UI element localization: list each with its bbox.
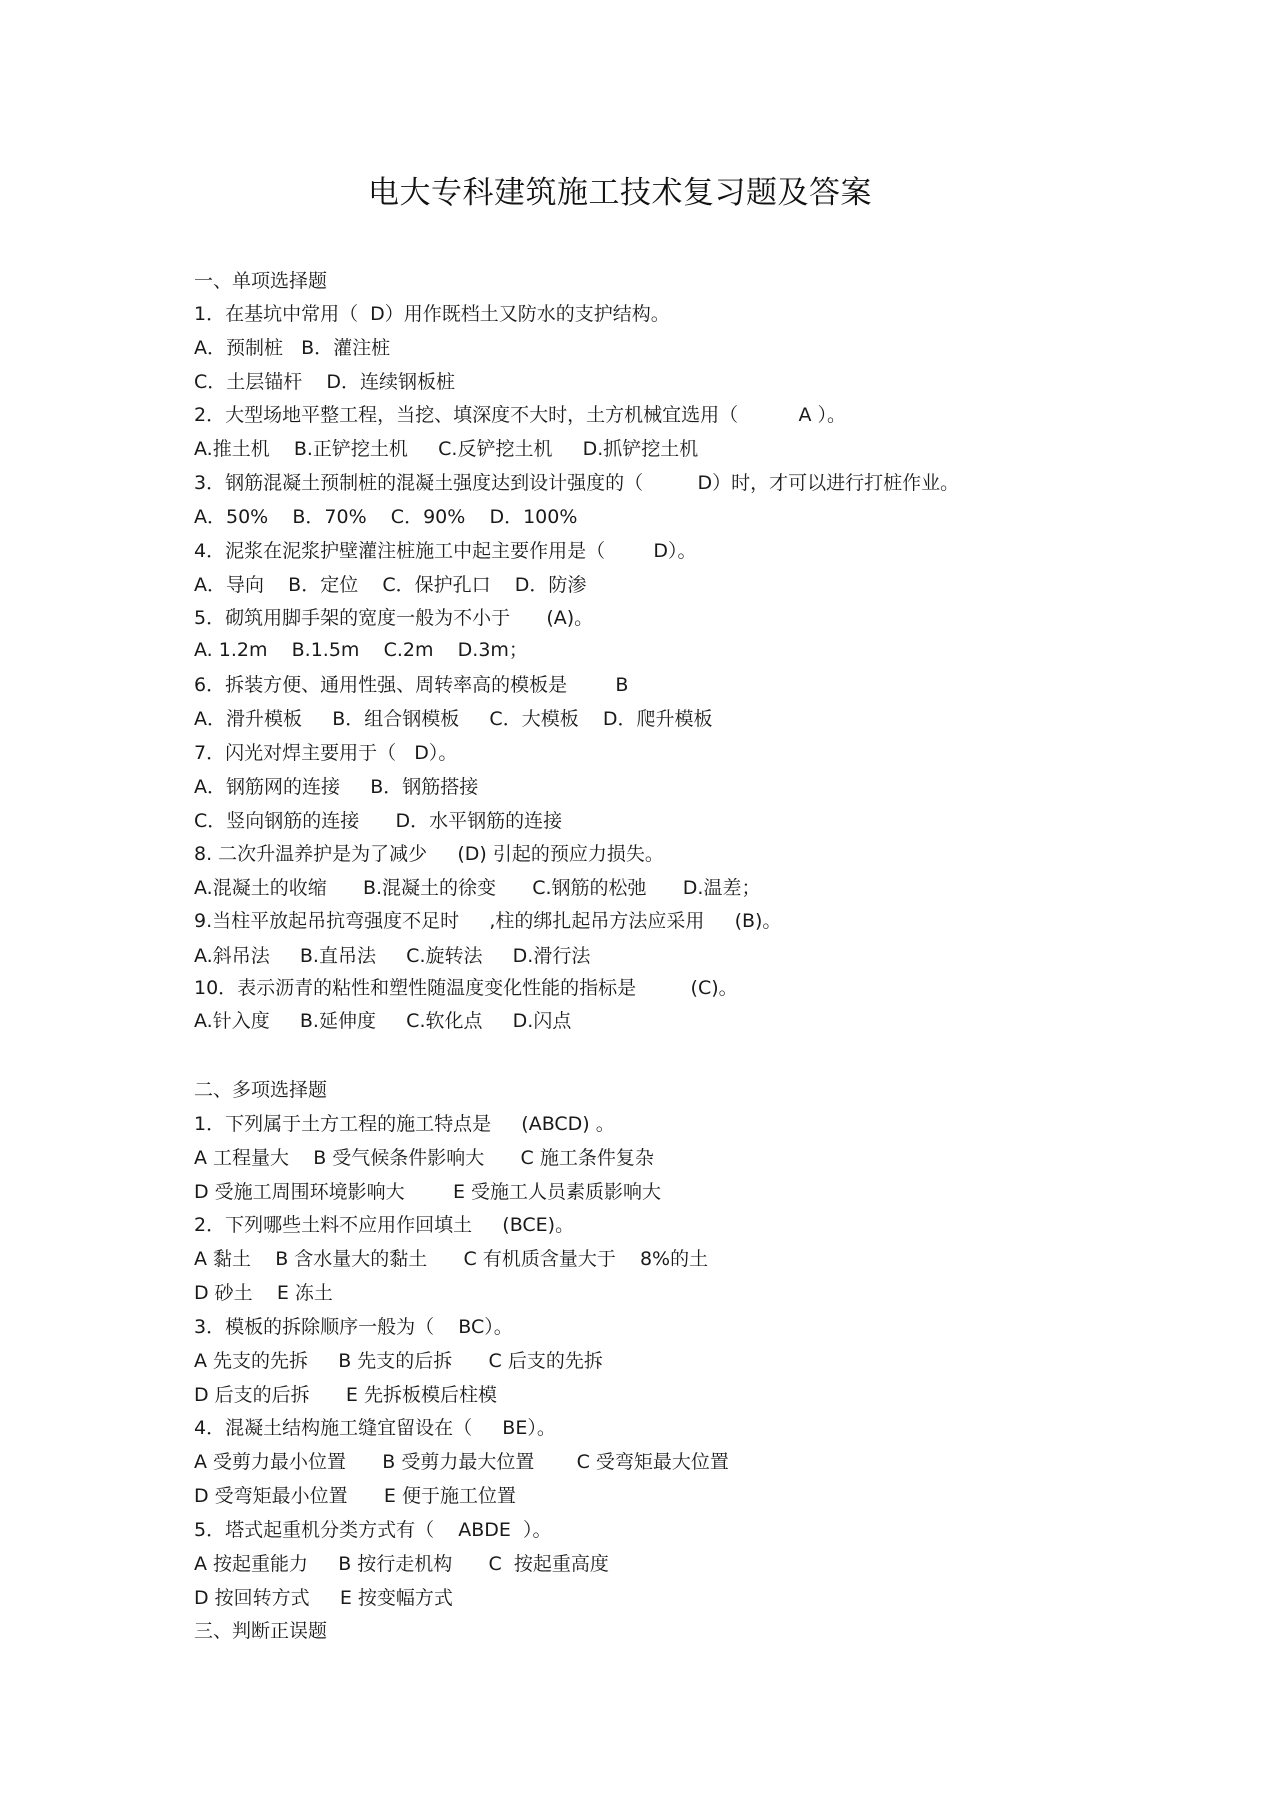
page-title: 电大专科建筑施工技术复习题及答案 [368, 175, 872, 211]
options-line: A.斜吊法 B.直吊法 C.旋转法 D.滑行法 [194, 945, 591, 967]
section-heading-true-false: 三、判断正误题 [194, 1620, 328, 1642]
question-line: 1．在基坑中常用（ D）用作既档土又防水的支护结构。 [194, 303, 670, 325]
options-line: A．导向 B．定位 C．保护孔口 D．防渗 [194, 574, 587, 596]
options-line: A．钢筋网的连接 B．钢筋搭接 [194, 776, 479, 798]
options-line: A 工程量大 B 受气候条件影响大 C 施工条件复杂 [194, 1147, 654, 1169]
options-line: A．预制桩 B．灌注桩 [194, 337, 391, 359]
question-line: 2．下列哪些土料不应用作回填土 (BCE)。 [194, 1214, 575, 1236]
options-line: A. 1.2m B.1.5m C.2m D.3m； [194, 639, 528, 661]
question-line: 10．表示沥青的粘性和塑性随温度变化性能的指标是 (C)。 [194, 977, 738, 999]
question-line: 5．砌筑用脚手架的宽度一般为不小于 (A)。 [194, 607, 594, 629]
question-line: 1．下列属于土方工程的施工特点是 (ABCD) 。 [194, 1113, 615, 1135]
question-line: 2．大型场地平整工程，当挖、填深度不大时，土方机械宜选用（ A ）。 [194, 404, 847, 426]
question-line: 4．泥浆在泥浆护壁灌注桩施工中起主要作用是（ D）。 [194, 540, 697, 562]
question-line: 4．混凝土结构施工缝宜留设在（ BE）。 [194, 1417, 556, 1439]
question-line: 9.当柱平放起吊抗弯强度不足时 ,柱的绑扎起吊方法应采用 (B)。 [194, 910, 782, 932]
question-line: 6．拆装方便、通用性强、周转率高的模板是 B [194, 674, 629, 696]
question-line: 7．闪光对焊主要用于（ D）。 [194, 742, 458, 764]
options-line: A 黏土 B 含水量大的黏土 C 有机质含量大于 8%的土 [194, 1248, 709, 1270]
options-line: A.针入度 B.延伸度 C.软化点 D.闪点 [194, 1010, 572, 1032]
options-line: A.推土机 B.正铲挖土机 C.反铲挖土机 D.抓铲挖土机 [194, 438, 699, 460]
options-line: D 砂土 E 冻土 [194, 1282, 333, 1304]
options-line: D 受施工周围环境影响大 E 受施工人员素质影响大 [194, 1181, 662, 1203]
options-line: C．土层锚杆 D．连续钢板桩 [194, 371, 456, 393]
options-line: D 后支的后拆 E 先拆板模后柱模 [194, 1384, 497, 1406]
options-line: A.混凝土的收缩 B.混凝土的徐变 C.钢筋的松弛 D.温差； [194, 877, 761, 899]
section-heading-single-choice: 一、单项选择题 [194, 270, 328, 292]
options-line: A 按起重能力 B 按行走机构 C 按起重高度 [194, 1553, 609, 1575]
question-line: 5．塔式起重机分类方式有（ ABDE ）。 [194, 1519, 552, 1541]
options-line: C．竖向钢筋的连接 D．水平钢筋的连接 [194, 810, 563, 832]
question-line: 3．钢筋混凝土预制桩的混凝土强度达到设计强度的（ D）时，才可以进行打桩作业。 [194, 472, 960, 494]
options-line: A 受剪力最小位置 B 受剪力最大位置 C 受弯矩最大位置 [194, 1451, 729, 1473]
question-line: 3．模板的拆除顺序一般为（ BC）。 [194, 1316, 513, 1338]
question-line: 8. 二次升温养护是为了减少 (D) 引起的预应力损失。 [194, 843, 664, 865]
options-line: A．滑升模板 B．组合钢模板 C．大模板 D．爬升模板 [194, 708, 713, 730]
options-line: A．50% B．70% C．90% D．100% [194, 506, 578, 528]
options-line: D 按回转方式 E 按变幅方式 [194, 1587, 453, 1609]
options-line: A 先支的先拆 B 先支的后拆 C 后支的先拆 [194, 1350, 603, 1372]
section-heading-multiple-choice: 二、多项选择题 [194, 1079, 328, 1101]
options-line: D 受弯矩最小位置 E 便于施工位置 [194, 1485, 516, 1507]
